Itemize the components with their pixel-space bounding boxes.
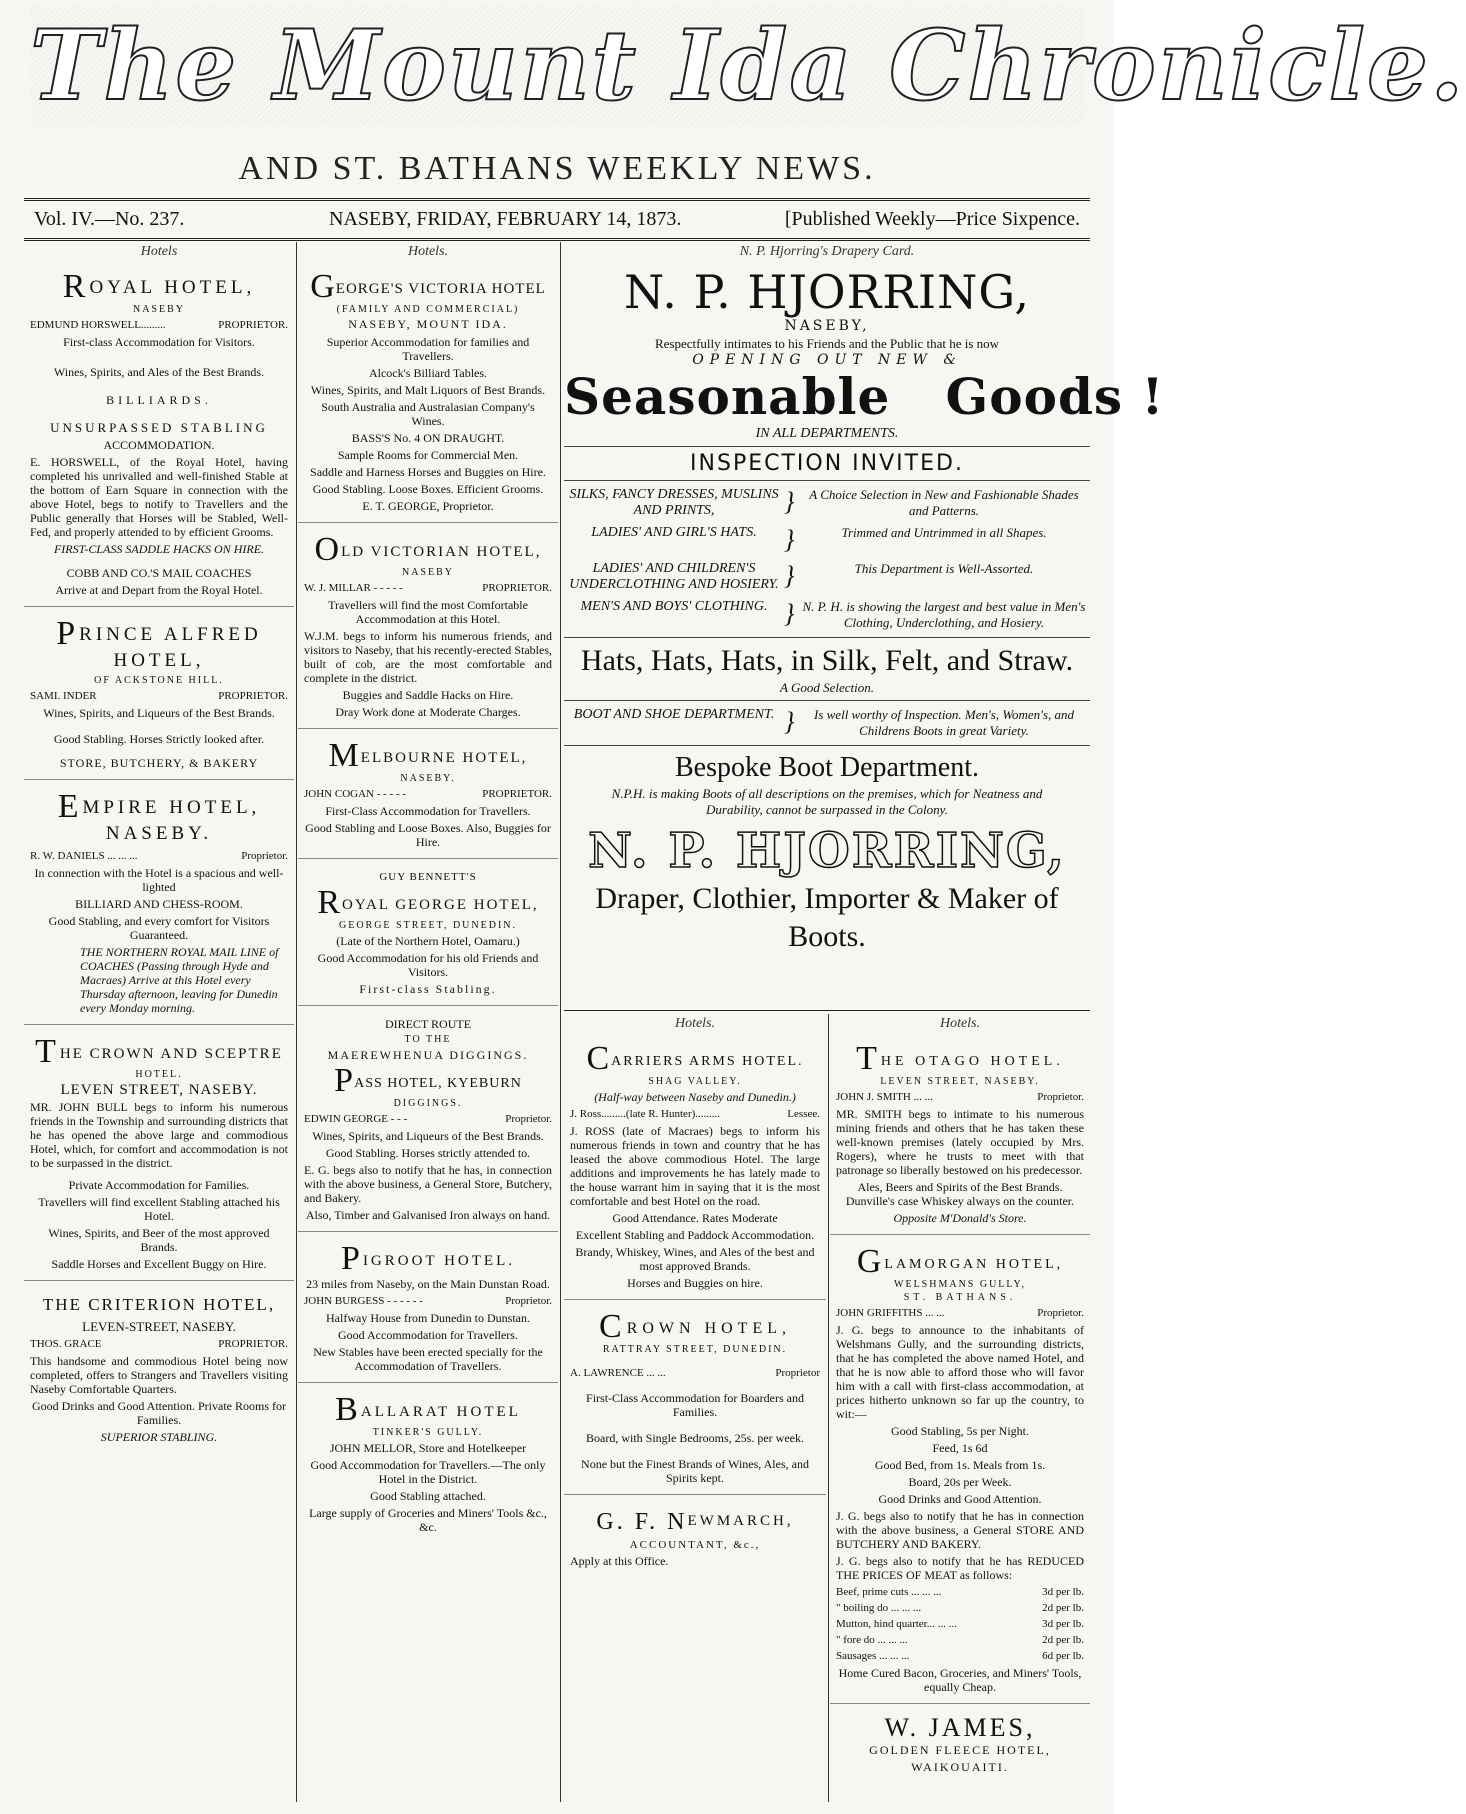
ad-line: GUY BENNETT'S — [379, 871, 477, 883]
department-detail: Trimmed and Untrimmed in all Shapes. — [841, 525, 1047, 540]
hotel-location: NASEBY. — [400, 773, 456, 784]
section-heading: Hotels — [140, 244, 178, 259]
proprietor-role: PROPRIETOR. — [218, 319, 288, 331]
drop-cap: P — [56, 615, 80, 652]
ad-line: Alcock's Billiard Tables. — [368, 366, 488, 380]
ad-line: (Half-way between Naseby and Dunedin.) — [594, 1090, 796, 1104]
hotel-street: LEVEN-STREET, NASEBY. — [82, 1319, 236, 1334]
ad-line: Brandy, Whiskey, Wines, and Ales of the best and most approved Brands. — [575, 1245, 815, 1273]
column-divider — [296, 242, 297, 1802]
bespoke-text: N.P.H. is making Boots of all descriptions on the premises, which for Neatness and Durability, cannot be surpassed in the Colony. — [611, 786, 1043, 817]
meat-item: " boiling do ... ... ... — [836, 1602, 922, 1614]
hotel-location: DIGGINGS. — [393, 1098, 463, 1109]
ad-royal-george-hotel — [298, 865, 558, 1006]
hotel-location: NASEBY, MOUNT IDA. — [348, 317, 508, 331]
ad-line: Opposite M'Donald's Store. — [893, 1211, 1027, 1225]
ad-empire-hotel — [24, 786, 294, 1025]
ad-line: Saddle Horses and Excellent Buggy on Hire. — [51, 1257, 267, 1271]
ad-line: Buggies and Saddle Hacks on Hire. — [342, 688, 514, 702]
department-row — [564, 487, 1090, 519]
ad-line: Apply at this Office. — [570, 1554, 669, 1568]
hotel-location: GEORGE STREET, DUNEDIN. — [338, 920, 518, 931]
ad-otago-hotel — [830, 1038, 1090, 1235]
ad-line: COBB AND CO.'S MAIL COACHES — [66, 566, 252, 580]
ad-line: Good Stabling. Loose Boxes. Efficient Grooms. — [312, 482, 544, 496]
hotel-name: LAMORGAN HOTEL, — [884, 1257, 1064, 1272]
ad-body: MR. SMITH begs to intimate to his numerous mining friends and others that he has taken these well-known premises (lately occupied by Mrs. Rogers), where he trusts to meet with that patronage so liberally bestowed on his predecessor. — [836, 1107, 1084, 1177]
ad-line: UNSURPASSED STABLING — [50, 420, 268, 435]
drop-cap: R — [317, 884, 342, 921]
price-line: Good Stabling, 5s per Night. — [891, 1424, 1029, 1438]
department-list — [564, 487, 1090, 631]
meat-price: 6d per lb. — [1042, 1650, 1084, 1662]
boot-department-row — [564, 707, 1090, 739]
hotel-name: IGROOT HOTEL. — [362, 1253, 515, 1269]
ad-line: In connection with the Hotel is a spacious and well-lighted — [34, 866, 284, 894]
ad-line: SUPERIOR STABLING. — [100, 1430, 218, 1444]
ad-line: First-Class Accommodation for Boarders and Families. — [586, 1391, 804, 1419]
divider — [564, 446, 1090, 447]
newspaper-title: The Mount Ida Chronicle. — [30, 6, 1084, 126]
ad-royal-hotel — [24, 266, 294, 607]
ad-line: New Stables have been erected specially for the Accommodation of Travellers. — [313, 1345, 543, 1373]
hotel-location: ST. BATHANS. — [903, 1292, 1017, 1303]
hotel-location: OF ACKSTONE HILL. — [94, 675, 224, 686]
drop-cap: G — [310, 268, 336, 305]
hotel-name: ROWN HOTEL, — [626, 1320, 791, 1337]
price-line: Good Bed, from 1s. Meals from 1s. — [874, 1458, 1046, 1472]
department-detail: A Choice Selection in New and Fashionable Shades and Patterns. — [809, 487, 1079, 518]
hotel-name: MPIRE HOTEL, NASEBY. — [82, 797, 261, 844]
meat-item: Mutton, hind quarter... ... ... — [836, 1618, 957, 1630]
proprietor-name: EDWIN GEORGE - - - — [304, 1113, 408, 1125]
meat-price-list — [836, 1586, 1084, 1662]
boot-department-label: BOOT AND SHOE DEPARTMENT. — [573, 707, 775, 722]
section-heading: Hotels. — [939, 1016, 981, 1031]
column-1 — [24, 242, 294, 1802]
departments-line: IN ALL DEPARTMENTS. — [755, 426, 899, 441]
proprietor-name: JOHN GRIFFITHS ... ... — [836, 1307, 945, 1319]
section-heading: Hotels. — [674, 1016, 716, 1031]
hats-headline: Hats, Hats, Hats, in Silk, Felt, and Straw. — [580, 644, 1074, 677]
hotel-name: RINCE ALFRED HOTEL, — [79, 624, 262, 671]
proprietor-name: THOS. GRACE — [30, 1338, 102, 1350]
ad-line: Sample Rooms for Commercial Men. — [337, 448, 519, 462]
drapery-card — [564, 242, 1165, 1002]
meat-price-row — [836, 1618, 1084, 1630]
draper-intro: Respectfully intimates to his Friends and the Public that he is now — [654, 336, 1000, 351]
drop-cap: B — [335, 1391, 361, 1428]
proprietor-role: Lessee. — [787, 1108, 820, 1120]
ad-line: Dray Work done at Moderate Charges. — [335, 705, 521, 719]
divider — [564, 637, 1090, 638]
dateline-rule — [24, 238, 1090, 241]
newspaper-subtitle: AND ST. BATHANS WEEKLY NEWS. — [238, 150, 876, 187]
ad-line: Ales, Beers and Spirits of the Best Brands. Dunville's case Whiskey always on the counter. — [845, 1180, 1075, 1208]
drop-cap: T — [856, 1040, 881, 1077]
column-divider — [560, 242, 561, 1802]
drop-cap: M — [328, 737, 361, 774]
price-line: Feed, 1s 6d — [932, 1441, 988, 1455]
department-row — [564, 599, 1090, 631]
hotel-location: NASEBY — [132, 304, 185, 315]
ad-criterion-hotel — [24, 1287, 294, 1453]
ad-line: First-class Accommodation for Visitors. — [63, 335, 255, 349]
hotel-name: EORGE'S VICTORIA HOTEL — [335, 281, 546, 297]
hotel-location: NASEBY — [401, 567, 454, 578]
hotel-location: LEVEN STREET, NASEBY. — [880, 1076, 1040, 1087]
meat-price: 2d per lb. — [1042, 1602, 1084, 1614]
drop-cap: P — [341, 1240, 363, 1277]
ad-ballarat-hotel — [298, 1389, 558, 1543]
hotel-name: ASS HOTEL, KYEBURN — [354, 1076, 522, 1091]
ad-body: This handsome and commodious Hotel being now completed, offers to Strangers and Travellers visiting Naseby Comfortable Quarters. — [30, 1354, 288, 1396]
proprietor-name: EDMUND HORSWELL......... — [30, 319, 166, 331]
proprietor-role: PROPRIETOR. — [482, 788, 552, 800]
brace: } — [784, 561, 795, 590]
proprietor-role: Proprietor. — [241, 850, 288, 862]
ad-line: BASS'S No. 4 ON DRAUGHT. — [351, 431, 505, 445]
department-label: SILKS, FANCY DRESSES, MUSLINS AND PRINTS, — [569, 487, 779, 518]
drop-cap: G — [856, 1243, 885, 1280]
ad-line: Wines, Spirits, and Beer of the most approved Brands. — [48, 1226, 270, 1254]
ad-pigroot-hotel — [298, 1238, 558, 1383]
ad-body: J. G. begs also to notify that he has REDUCED THE PRICES OF MEAT as follows: — [836, 1554, 1084, 1582]
proprietor-name: JOHN BURGESS - - - - - - — [304, 1295, 423, 1307]
ad-line: Arrive at and Depart from the Royal Hotel. — [55, 583, 263, 597]
ad-body: J. G. begs to announce to the inhabitants of Welshmans Gully, and the surrounding districts, that he has completed the above named Hotel, and that he is now able to afford those who will favor him with a call with first-class accommodation, at prices hitherto unknown so far up the country, to wit:— — [836, 1323, 1084, 1421]
drapery-rule — [564, 1010, 1090, 1011]
ad-line: E. T. GEORGE, Proprietor. — [362, 499, 494, 513]
ad-line: Also, Timber and Galvanised Iron always on hand. — [305, 1208, 551, 1222]
draper-name: N. P. HJORRING, — [623, 265, 1031, 319]
ad-line: Superior Accommodation for families and Travellers. — [326, 335, 530, 363]
meat-item: Beef, prime cuts ... ... ... — [836, 1586, 942, 1598]
ad-crown-hotel-dunedin — [564, 1306, 826, 1495]
ad-line: Saddle and Harness Horses and Buggies on Hire. — [310, 465, 546, 479]
proprietor-name: R. W. DANIELS ... ... ... — [30, 850, 138, 862]
ad-body: E. G. begs also to notify that he has, in connection with the above business, a General Store, Butchery, and Bakery. — [304, 1163, 552, 1205]
divider — [564, 745, 1090, 746]
section-heading: Hotels. — [407, 244, 449, 259]
ad-line: Good Stabling. Horses Strictly looked after. — [53, 732, 265, 746]
issue-date: NASEBY, FRIDAY, FEBRUARY 14, 1873. — [329, 208, 682, 230]
hotel-subtitle: HOTEL. — [135, 1069, 183, 1080]
meat-price-row — [836, 1634, 1084, 1646]
ad-line: Good Stabling and Loose Boxes. Also, Buggies for Hire. — [305, 821, 551, 849]
ad-line: MAEREWHENUA DIGGINGS. — [327, 1048, 529, 1062]
inspection-invited: INSPECTION INVITED. — [690, 451, 964, 476]
proprietor-role: Proprietor. — [1037, 1307, 1084, 1319]
ad-line: DIRECT ROUTE — [384, 1017, 472, 1031]
hotel-name: ARRIERS ARMS HOTEL. — [611, 1054, 804, 1069]
hotel-location: 23 miles from Naseby, on the Main Dunstan Road. — [306, 1277, 550, 1291]
meat-price: 3d per lb. — [1042, 1618, 1084, 1630]
department-label: MEN'S AND BOYS' CLOTHING. — [580, 599, 768, 614]
department-row — [564, 561, 1090, 593]
divider — [564, 700, 1090, 701]
draper-name-large: N. P. HJORRING, — [588, 823, 1066, 879]
ad-w-james — [830, 1710, 1090, 1783]
ad-line: Private Accommodation for Families. — [68, 1178, 250, 1192]
hotel-location: RATTRAY STREET, DUNEDIN. — [602, 1344, 788, 1355]
drop-cap: O — [314, 531, 342, 568]
ad-line: Good Stabling, and every comfort for Visitors Guaranteed. — [48, 914, 270, 942]
ad-line: Good Accommodation for his old Friends and Visitors. — [317, 951, 539, 979]
ad-line: Good Attendance. Rates Moderate — [612, 1211, 778, 1225]
hotel-name: OYAL GEORGE HOTEL, — [342, 897, 539, 913]
meat-price: 3d per lb. — [1042, 1586, 1084, 1598]
ad-line: Home Cured Bacon, Groceries, and Miners' Tools, equally Cheap. — [838, 1666, 1082, 1694]
hotel-name: OYAL HOTEL, — [89, 277, 256, 298]
ad-line: Board, with Single Bedrooms, 25s. per week. — [586, 1431, 804, 1445]
ad-line: BILLIARDS. — [106, 393, 212, 407]
column-4 — [830, 1014, 1090, 1802]
ad-line: First-class Stabling. — [359, 982, 497, 996]
ad-line: None but the Finest Brands of Wines, Ales, and Spirits kept. — [581, 1457, 809, 1485]
drop-cap: C — [599, 1308, 627, 1345]
ad-line: Good Stabling attached. — [370, 1489, 486, 1503]
ad-line: Good Accommodation for Travellers. — [338, 1328, 518, 1342]
hotel-name: THE CRITERION HOTEL, — [42, 1295, 276, 1314]
business-name: W. JAMES, — [884, 1713, 1036, 1742]
brace: } — [784, 525, 795, 554]
proprietor-name: JOHN COGAN - - - - - — [304, 788, 407, 800]
proprietor-name: W. J. MILLAR - - - - - — [304, 582, 403, 594]
ad-line: First-Class Accommodation for Travellers. — [325, 804, 531, 818]
meat-price-row — [836, 1602, 1084, 1614]
ad-line: ACCOMMODATION. — [103, 438, 215, 452]
meat-item: Sausages ... ... ... — [836, 1650, 910, 1662]
proprietor-role: Proprietor. — [505, 1113, 552, 1125]
hotel-street: LEVEN STREET, NASEBY. — [60, 1082, 258, 1098]
ad-pass-hotel — [298, 1012, 558, 1232]
proprietor-role: PROPRIETOR. — [482, 582, 552, 594]
ad-body: MR. JOHN BULL begs to inform his numerous friends in the Township and surrounding districts that he has opened the above large and commodious Hotel, which, for comfort and accommodation is not to be surpassed in the district. — [30, 1100, 288, 1170]
department-label: LADIES' AND GIRL'S HATS. — [591, 525, 757, 540]
ad-melbourne-hotel — [298, 735, 558, 859]
drop-cap: C — [586, 1040, 612, 1077]
price-line: Good Drinks and Good Attention. — [878, 1492, 1042, 1506]
bespoke-headline: Bespoke Boot Department. — [674, 752, 980, 783]
draper-location: NASEBY, — [784, 318, 870, 334]
ad-glamorgan-hotel — [830, 1241, 1090, 1704]
ad-line: WAIKOUAITI. — [911, 1760, 1009, 1774]
proprietor-name: A. LAWRENCE ... ... — [570, 1367, 666, 1379]
ad-line: Halfway House from Dunedin to Dunstan. — [326, 1311, 530, 1325]
price-line: Board, 20s per Week. — [908, 1475, 1012, 1489]
proprietor-role: PROPRIETOR. — [218, 690, 288, 702]
department-label: LADIES' AND CHILDREN'S UNDERCLOTHING AND HOSIERY. — [569, 561, 779, 592]
column-3 — [564, 1014, 826, 1802]
drop-cap: T — [35, 1033, 60, 1070]
section-heading: N. P. Hjorring's Drapery Card. — [739, 244, 915, 259]
business-type: ACCOUNTANT, &c., — [629, 1539, 761, 1551]
hotel-name: HE CROWN AND SCEPTRE — [59, 1046, 283, 1062]
dateline — [24, 206, 1090, 236]
proprietor-role: Proprietor — [775, 1367, 820, 1379]
proprietor-name: SAMI. INDER — [30, 690, 97, 702]
department-detail: This Department is Well-Assorted. — [854, 561, 1034, 576]
ad-line: THE NORTHERN ROYAL MAIL LINE of COACHES (Passing through Hyde and Macraes) Arrive at this Hotel every Thursday afternoon, leaving for Dunedin every Monday morning. — [80, 945, 279, 1015]
ad-line: Horses and Buggies on hire. — [627, 1276, 763, 1290]
ad-carriers-arms-hotel — [564, 1038, 826, 1300]
ad-line: Excellent Stabling and Paddock Accommodation. — [575, 1228, 815, 1242]
hotel-name: ALLARAT HOTEL — [360, 1404, 521, 1420]
ad-line: Wines, Spirits, and Liqueurs of the Best Brands. — [312, 1129, 544, 1143]
hotel-name: ELBOURNE HOTEL, — [360, 750, 528, 766]
ad-line: Travellers will find excellent Stabling attached his Hotel. — [38, 1195, 280, 1223]
ad-line: GOLDEN FLEECE HOTEL, — [869, 1743, 1051, 1757]
hats-selection: A Good Selection. — [780, 680, 874, 695]
brace: } — [784, 707, 795, 736]
ad-line: Good Accommodation for Travellers.—The only Hotel in the District. — [310, 1458, 546, 1486]
hotel-location: SHAG VALLEY. — [648, 1076, 742, 1087]
brace: } — [784, 599, 795, 628]
ad-georges-victoria-hotel — [298, 266, 558, 523]
ad-line: Good Stabling. Horses strictly attended to. — [325, 1146, 531, 1160]
ad-prince-alfred-hotel — [24, 613, 294, 780]
drop-cap: E — [57, 788, 83, 825]
department-row — [564, 525, 1090, 555]
draper-trade: Draper, Clothier, Importer & Maker of Boots. — [595, 882, 1059, 953]
ad-body: J. G. begs also to notify that he has in connection with the above business, a General STORE AND BUTCHERY AND BAKERY. — [836, 1509, 1084, 1551]
ad-line: (Late of the Northern Hotel, Oamaru.) — [336, 934, 520, 948]
volume-number: Vol. IV.—No. 237. — [34, 208, 185, 230]
hotel-name: LD VICTORIAN HOTEL, — [341, 544, 542, 560]
ad-line: Wines, Spirits, and Ales of the Best Brands. — [53, 365, 265, 379]
boot-department-detail: Is well worthy of Inspection. Men's, Women's, and Childrens Boots in great Variety. — [814, 707, 1074, 738]
proprietor-name: JOHN J. SMITH ... ... — [836, 1091, 933, 1103]
hotel-location: TINKER'S GULLY. — [372, 1427, 484, 1438]
ad-line: Large supply of Groceries and Miners' Tools &c., &c. — [309, 1506, 547, 1534]
divider — [564, 480, 1090, 481]
meat-price-row — [836, 1586, 1084, 1598]
masthead-rule — [24, 198, 1090, 201]
ad-line: South Australia and Australasian Company's Wines. — [321, 400, 535, 428]
ad-line: Wines, Spirits, and Malt Liquors of Best Brands. — [310, 383, 546, 397]
proprietor-role: Proprietor. — [505, 1295, 552, 1307]
meat-price: 2d per lb. — [1042, 1634, 1084, 1646]
price-note: [Published Weekly—Price Sixpence. — [784, 208, 1080, 230]
ad-line: BILLIARD AND CHESS-ROOM. — [75, 897, 243, 911]
proprietor-name: J. Ross.........(late R. Hunter)......... — [570, 1108, 721, 1120]
ad-line: STORE, BUTCHERY, & BAKERY — [59, 756, 259, 770]
column-divider — [828, 1014, 829, 1802]
drop-cap: G. F. N — [596, 1509, 688, 1535]
ad-body: E. HORSWELL, of the Royal Hotel, having completed his unrivalled and well-finished Stable at the bottom of Earn Square in connection with the above Hotel, begs to notify to Travellers and the Public generally that Horses will be Stabled, Well-Fed, and properly attended to by efficient Grooms. — [30, 455, 288, 539]
ad-line: FIRST-CLASS SADDLE HACKS ON HIRE. — [53, 542, 265, 556]
draper-opening: OPENING OUT NEW & — [692, 352, 962, 368]
brace: } — [784, 487, 795, 516]
drop-cap: R — [62, 268, 90, 305]
ad-body: W.J.M. begs to inform his numerous friends, and visitors to Naseby, that his recently-erected Stables, built of cob, are the most comfortable and complete in the district. — [304, 629, 552, 685]
ad-newmarch-accountant — [564, 1501, 826, 1577]
proprietor-name: JOHN MELLOR, Store and Hotelkeeper — [329, 1441, 527, 1455]
hotel-location: WELSHMANS GULLY, — [894, 1279, 1026, 1290]
masthead — [0, 0, 1466, 187]
hotel-subtitle: (FAMILY AND COMMERCIAL) — [336, 304, 520, 315]
meat-item: " fore do ... ... ... — [836, 1634, 908, 1646]
hotel-name: HE OTAGO HOTEL. — [880, 1054, 1064, 1069]
drop-cap: P — [334, 1062, 355, 1099]
ad-line: Good Drinks and Good Attention. Private Rooms for Families. — [32, 1399, 286, 1427]
ad-old-victorian-hotel — [298, 529, 558, 729]
ad-crown-and-sceptre — [24, 1031, 294, 1281]
proprietor-role: Proprietor. — [1037, 1091, 1084, 1103]
department-detail: N. P. H. is showing the largest and best value in Men's Clothing, Underclothing, and Hosiery. — [802, 599, 1086, 630]
ad-line: Wines, Spirits, and Liqueurs of the Best Brands. — [43, 706, 275, 720]
ad-line: TO THE — [404, 1034, 452, 1045]
proprietor-role: PROPRIETOR. — [218, 1338, 288, 1350]
meat-price-row — [836, 1650, 1084, 1662]
ad-line: Travellers will find the most Comfortable Accommodation at this Hotel. — [328, 598, 528, 626]
business-name: EWMARCH, — [687, 1513, 794, 1529]
seasonable-goods: Seasonable Goods ! — [564, 367, 1165, 426]
ad-body: J. ROSS (late of Macraes) begs to inform his numerous friends in town and country that he has leased the above commodious Hotel. The large additions and improvements he has lately made to the house warrant him in saying that it is the most comfortable and best Hotel on the road. — [570, 1124, 820, 1208]
column-2 — [298, 242, 558, 1802]
